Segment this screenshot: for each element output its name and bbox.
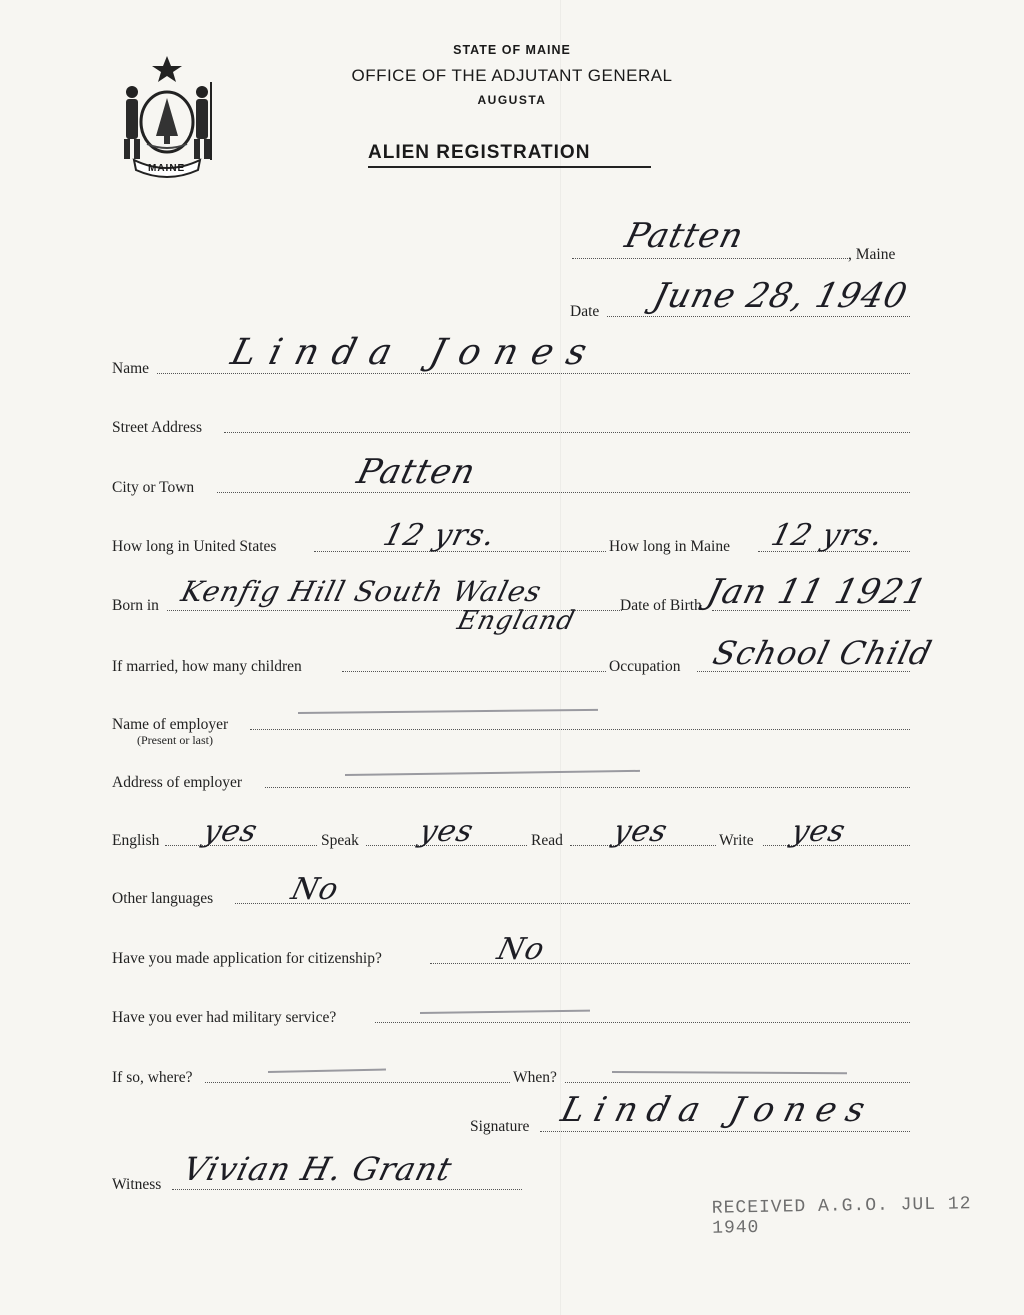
place-suffix-label: , Maine [848,246,896,263]
maine-seal-icon [112,52,222,180]
signature-value: Linda Jones [557,1090,879,1130]
date-label: Date [570,303,600,320]
when-line [565,1082,910,1083]
employer-address-line [265,787,910,788]
military-label: Have you ever had military service? [112,1009,337,1026]
english-label: English [112,832,160,849]
witness-value: Vivian H. Grant [179,1150,457,1188]
where-label: If so, where? [112,1069,193,1086]
write-value: yes [787,814,850,849]
occupation-label: Occupation [609,658,681,675]
name-line [157,373,910,374]
other-languages-value: No [287,872,343,907]
born-in-value-line2: England [454,606,579,636]
city-label: City or Town [112,479,195,496]
employer-name-label: Name of employer [112,716,229,733]
where-line [205,1082,510,1083]
read-value: yes [609,814,672,849]
date-of-birth-value: Jan 11 1921 [703,572,932,612]
where-dash [268,1069,386,1073]
employer-name-note: (Present or last) [137,733,213,747]
citizenship-label: Have you made application for citizenship? [112,950,382,967]
military-line [375,1022,910,1023]
born-in-value: Kenfig Hill South Wales [177,575,546,608]
write-label: Write [719,832,754,849]
occupation-value: School Child [709,634,937,672]
married-children-line [342,671,606,672]
read-label: Read [531,832,563,849]
when-label: When? [513,1069,557,1086]
header-city: AUGUSTA [477,93,547,107]
married-children-label: If married, how many children [112,658,302,675]
header-state: STATE OF MAINE [453,43,571,57]
born-in-label: Born in [112,597,159,614]
witness-line [172,1189,522,1190]
city-line [217,492,910,493]
place-line [572,258,848,259]
street-address-line [224,432,910,433]
name-value: Linda Jones [226,332,605,373]
how-long-maine-label: How long in Maine [609,538,730,555]
english-value: yes [199,814,262,849]
street-address-label: Street Address [112,419,202,436]
city-value: Patten [353,452,480,492]
how-long-us-value: 12 yrs. [379,518,500,553]
how-long-us-label: How long in United States [112,538,277,555]
military-dash [420,1010,590,1014]
date-of-birth-label: Date of Birth [620,597,702,614]
speak-label: Speak [321,832,359,849]
place-value: Patten [621,216,748,256]
date-line [607,316,910,317]
speak-value: yes [415,814,478,849]
seal-text: MAINE [148,163,186,174]
employer-address-label: Address of employer [112,774,242,791]
employer-address-dash [345,770,640,776]
date-value: June 28, 1940 [649,276,912,316]
name-label: Name [112,360,150,377]
employer-name-line [250,729,910,730]
form-title: ALIEN REGISTRATION [368,142,591,163]
title-underline [368,166,651,168]
when-dash [612,1071,847,1074]
received-stamp: RECEIVED A.G.O. JUL 12 1940 [711,1194,972,1239]
citizenship-value: No [493,932,549,967]
how-long-maine-value: 12 yrs. [767,518,888,553]
other-languages-label: Other languages [112,890,214,907]
employer-name-dash [298,709,598,714]
other-languages-line [235,903,910,904]
header-office: OFFICE OF THE ADJUTANT GENERAL [351,66,673,85]
signature-line [540,1131,910,1132]
signature-label: Signature [470,1118,530,1135]
witness-label: Witness [112,1176,162,1193]
